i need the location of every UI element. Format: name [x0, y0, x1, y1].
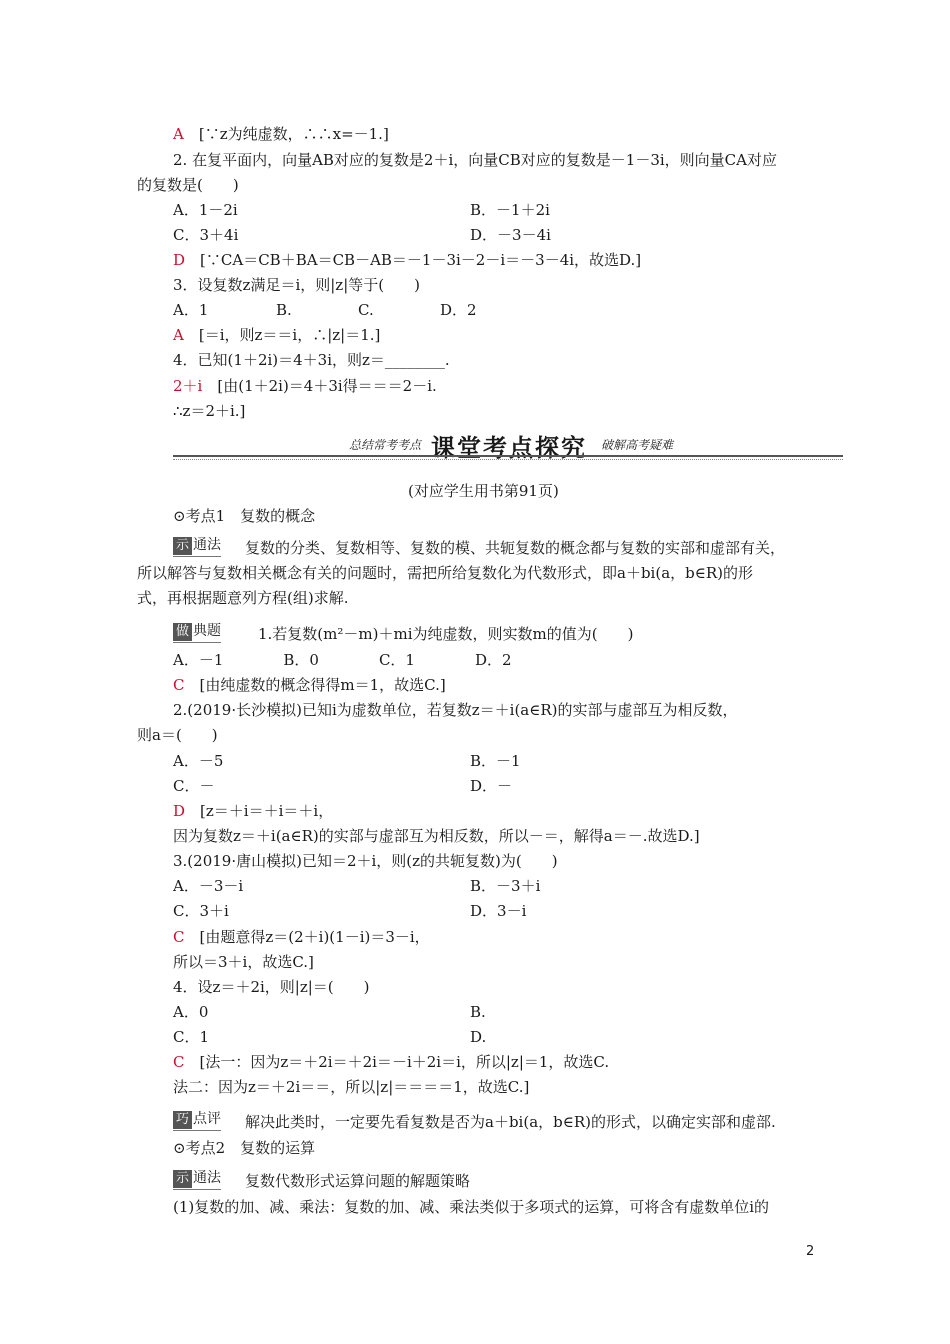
q3-option-c: C.	[358, 301, 374, 319]
tongfa2-text: 复数代数形式运算问题的解题策略	[245, 1172, 471, 1190]
example3-stem: 3.(2019·唐山模拟)已知＝2＋i，则(z的共轭复数)为( )	[173, 852, 558, 870]
example3-option-a: A．－3－i	[173, 877, 244, 895]
page-number: 2	[806, 1244, 815, 1259]
tag-label: 通法	[193, 1170, 222, 1186]
tongfa1-line2: 所以解答与复数相关概念有关的问题时，需把所给复数化为代数形式，即a＋bi(a，b∈R)的形	[137, 564, 753, 582]
example3-answer: C [由题意得z＝(2＋i)(1－i)＝3－i，	[173, 928, 430, 946]
answer-letter: C	[173, 1053, 185, 1071]
banner-right-text: 破解高考疑难	[601, 438, 674, 452]
example3-answer-line2: 所以＝3＋i，故选C.]	[173, 953, 314, 971]
tag-box: 示	[173, 1170, 192, 1188]
answer-letter: D	[173, 251, 186, 269]
q2-option-d: D．－3－4i	[470, 226, 551, 244]
tag-label: 典题	[193, 623, 222, 639]
q1-answer: A [∵z为纯虚数，∴∴x=－1.]	[173, 125, 389, 143]
example2-option-d: D．－	[470, 777, 513, 795]
example2-option-b: B．－1	[470, 752, 521, 770]
tag-box: 示	[173, 537, 192, 555]
q3-option-d: D．2	[440, 301, 477, 319]
q4-answer: 2＋i [由(1＋2i)＝4＋3i得＝＝＝2－i.	[173, 377, 437, 395]
example1-stem: 1.若复数(m²－m)＋mi为纯虚数，则实数m的值为( )	[258, 625, 634, 643]
tongfa-tag-1	[173, 536, 221, 554]
kaodian2-heading: ⊙考点2 复数的运算	[173, 1139, 316, 1157]
example4-option-a: A．0	[173, 1003, 209, 1021]
example4-option-b: B.	[470, 1003, 486, 1021]
example2-answer: D [z＝＋i＝＋i＝＋i，	[173, 802, 334, 820]
example2-option-a: A．－5	[173, 752, 224, 770]
diantai-tag	[173, 622, 221, 640]
tag-label: 通法	[193, 537, 222, 553]
tongfa1-line1: 复数的分类、复数相等、复数的模、共轭复数的概念都与复数的实部和虚部有关，	[245, 539, 786, 557]
q3-option-a: A．1	[173, 301, 209, 319]
banner-rule	[173, 455, 843, 457]
answer-letter: D	[173, 802, 186, 820]
example4-answer: C [法一：因为z＝＋2i＝＋2i＝－i＋2i＝i，所以|z|＝1，故选C.	[173, 1053, 610, 1071]
q4-answer-line2: ∴z＝2＋i.]	[173, 402, 246, 420]
kaodian2-paragraph1: (1)复数的加、减、乘法：复数的加、减、乘法类似于多项式的运算，可将含有虚数单位i的	[173, 1198, 770, 1216]
section-banner	[173, 428, 843, 464]
example1-answer: C [由纯虚数的概念得得m＝1，故选C.]	[173, 676, 446, 694]
answer-letter: A	[173, 326, 184, 344]
answer-letter: C	[173, 928, 185, 946]
example3-option-c: C．3＋i	[173, 902, 229, 920]
tongfa1-line3: 式，再根据题意列方程(组)求解.	[137, 589, 349, 607]
tongfa-tag-2	[173, 1169, 221, 1187]
answer-letter: A	[173, 125, 184, 143]
banner-dotted-rule	[173, 459, 843, 460]
example4-stem: 4．设z＝＋2i，则|z|＝( )	[173, 978, 370, 996]
q2-option-a: A．1－2i	[173, 201, 238, 219]
q2-option-b: B．－1＋2i	[470, 201, 550, 219]
book-reference: (对应学生用书第91页)	[408, 482, 559, 500]
q3-answer: A [＝i，则z＝＝i，∴|z|＝1.]	[173, 326, 381, 344]
tag-box: 做	[173, 623, 192, 641]
q2-stem-line2: 的复数是( )	[137, 176, 239, 194]
answer-value: 2＋i	[173, 377, 203, 395]
q2-option-c: C．3＋4i	[173, 226, 239, 244]
q2-answer: D [∵CA＝CB＋BA＝CB－AB＝－1－3i－2－i＝－3－4i，故选D.]	[173, 251, 642, 269]
q4-stem: 4．已知(1＋2i)＝4＋3i，则z＝________.	[173, 351, 450, 369]
dianping-tag	[173, 1110, 221, 1128]
example2-option-c: C．－	[173, 777, 215, 795]
banner-title: 课堂考点探究	[431, 434, 587, 462]
banner-left-text: 总结常考考点	[349, 438, 422, 452]
tag-box: 巧	[173, 1111, 192, 1129]
dianping-text: 解决此类时，一定要先看复数是否为a＋bi(a，b∈R)的形式，以确定实部和虚部.	[245, 1113, 776, 1131]
example3-option-b: B．－3＋i	[470, 877, 541, 895]
example4-answer-line2: 法二：因为z＝＋2i＝＝，所以|z|＝＝＝＝1，故选C.]	[173, 1078, 530, 1096]
answer-letter: C	[173, 676, 185, 694]
q2-stem-line1: 2. 在复平面内，向量AB对应的复数是2＋i，向量CB对应的复数是－1－3i，则向量CA对应	[173, 151, 777, 169]
example4-option-d: D.	[470, 1028, 487, 1046]
example4-option-c: C．1	[173, 1028, 210, 1046]
example3-option-d: D．3－i	[470, 902, 527, 920]
example2-answer-line2: 因为复数z＝＋i(a∈R)的实部与虚部互为相反数，所以－＝，解得a＝－.故选D.]	[173, 827, 700, 845]
q3-stem: 3．设复数z满足＝i，则|z|等于( )	[173, 276, 420, 294]
q3-option-b: B.	[276, 301, 292, 319]
example2-stem-line1: 2.(2019·长沙模拟)已知i为虚数单位，若复数z＝＋i(a∈R)的实部与虚部互为相反数，	[173, 701, 738, 719]
tag-label: 点评	[193, 1111, 222, 1127]
example1-options: A．－1 B．0 C．1 D．2	[173, 651, 512, 669]
kaodian1-heading: ⊙考点1 复数的概念	[173, 507, 316, 525]
example2-stem-line2: 则a＝( )	[137, 726, 218, 744]
